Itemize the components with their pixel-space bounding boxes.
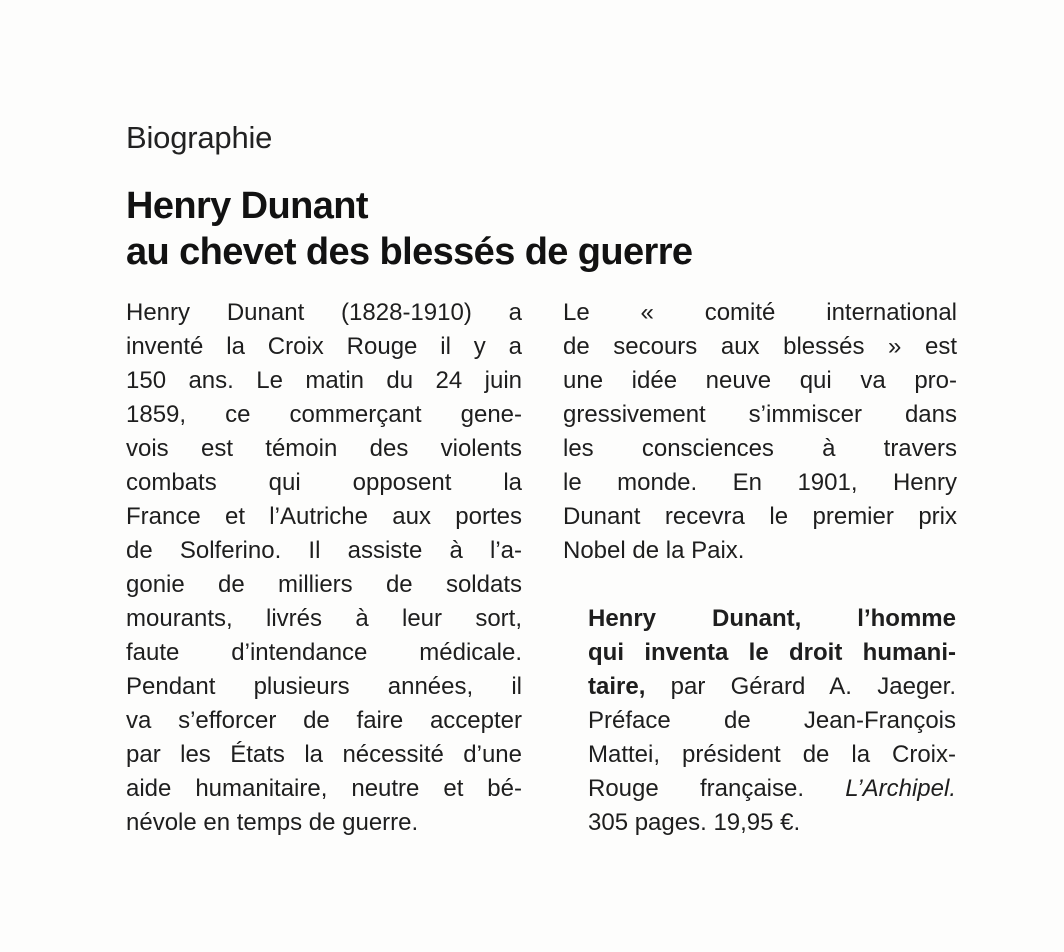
headline-line-2: au chevet des blessés de guerre (126, 231, 693, 273)
book-price-line: 305 pages. 19,95 €. (588, 809, 801, 836)
text-line: vois est témoin des violents (126, 435, 522, 462)
book-title-end: taire, (588, 673, 646, 700)
article-right-column (563, 296, 957, 568)
book-title-line: Henry Dunant, l’homme (588, 605, 956, 632)
text-line: par les États la nécessité d’une (126, 741, 522, 768)
text-line: inventé la Croix Rouge il y a (126, 333, 522, 360)
article-left-column (126, 296, 522, 840)
section-rubric: Biographie (126, 120, 273, 155)
text-line: de Solferino. Il assiste à l’a- (126, 537, 522, 564)
text-line: névole en temps de guerre. (126, 809, 419, 836)
text-line: Le « comité international (563, 299, 957, 326)
text-line: Nobel de la Paix. (563, 537, 745, 564)
text-line: combats qui opposent la (126, 469, 522, 496)
book-author-line (588, 670, 956, 704)
book-title-line: qui inventa le droit humani- (588, 639, 956, 666)
book-publisher-line (588, 772, 956, 806)
text-line: 1859, ce commerçant gene- (126, 401, 522, 428)
book-preface-line: Mattei, président de la Croix- (588, 741, 956, 768)
text-line: une idée neuve qui va pro- (563, 367, 957, 394)
text-line: Henry Dunant (1828-1910) a (126, 299, 522, 326)
text-line: gonie de milliers de soldats (126, 571, 522, 598)
text-line: faute d’intendance médicale. (126, 639, 522, 666)
text-line: les consciences à travers (563, 435, 957, 462)
text-line: mourants, livrés à leur sort, (126, 605, 522, 632)
text-line: Pendant plusieurs années, il (126, 673, 522, 700)
text-line: le monde. En 1901, Henry (563, 469, 957, 496)
book-reference (588, 602, 956, 840)
article-headline (126, 183, 692, 275)
text-line: 150 ans. Le matin du 24 juin (126, 367, 522, 394)
book-author: par Gérard A. Jaeger. (645, 673, 956, 700)
headline-line-1: Henry Dunant (126, 185, 368, 227)
text-line: aide humanitaire, neutre et bé- (126, 775, 522, 802)
text-line: de secours aux blessés » est (563, 333, 957, 360)
text-line: gressivement s’immiscer dans (563, 401, 957, 428)
book-preface-line: Préface de Jean-François (588, 707, 956, 734)
book-publisher: L’Archipel. (845, 775, 956, 802)
text-line: va s’efforcer de faire accepter (126, 707, 522, 734)
text-line: Dunant recevra le premier prix (563, 503, 957, 530)
text-line: France et l’Autriche aux portes (126, 503, 522, 530)
book-preface-end: Rouge française. (588, 775, 846, 802)
